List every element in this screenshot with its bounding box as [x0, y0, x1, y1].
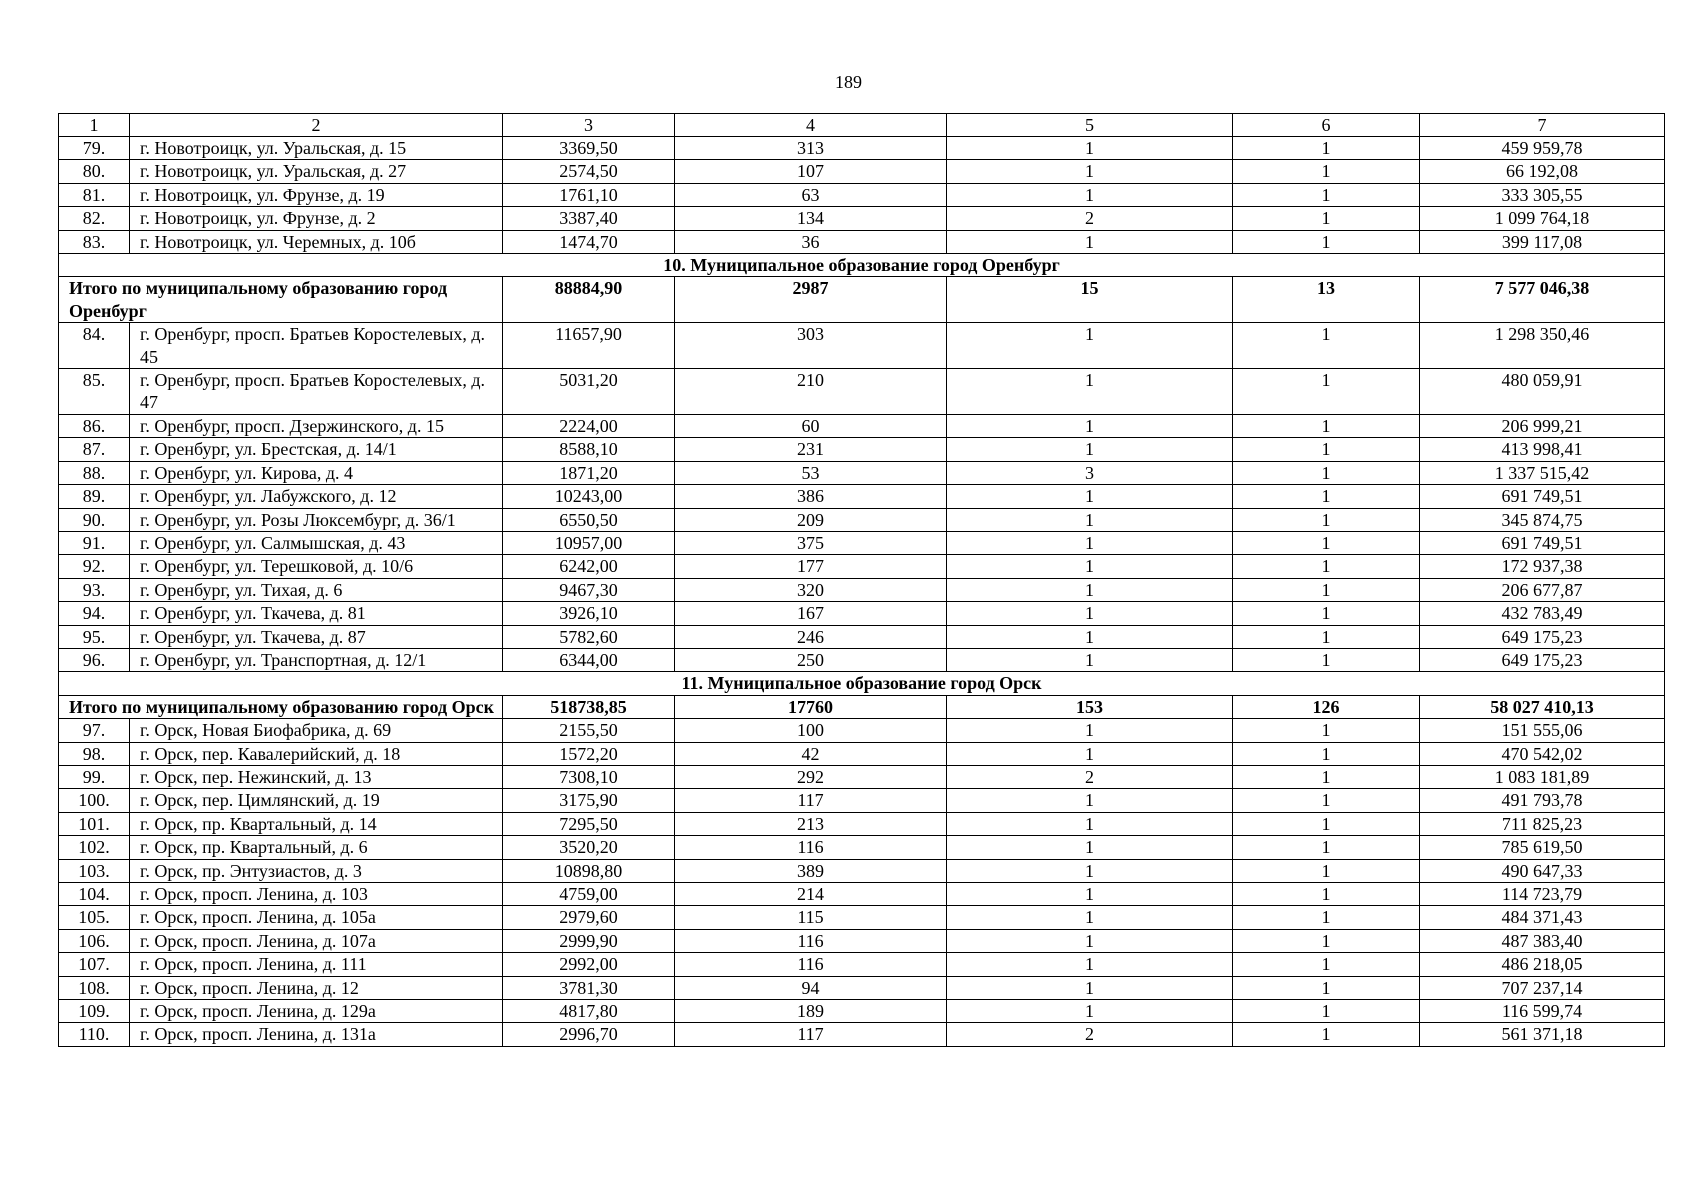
area-cell: 2999,90: [503, 929, 675, 952]
column-5-cell: 1: [947, 719, 1233, 742]
table-row: [59, 183, 1665, 206]
residents-cell: 100: [675, 719, 947, 742]
column-5-cell: 1: [947, 555, 1233, 578]
column-number: 1: [59, 114, 130, 137]
address-cell: г. Новотроицк, ул. Фрунзе, д. 19: [130, 183, 503, 206]
total-area: 518738,85: [503, 695, 675, 718]
column-6-cell: 1: [1233, 859, 1420, 882]
area-cell: 3369,50: [503, 137, 675, 160]
column-6-cell: 1: [1233, 602, 1420, 625]
total-label: Итого по муниципальному образованию город Оренбург: [59, 277, 503, 323]
table-row: [59, 906, 1665, 929]
column-5-cell: 1: [947, 812, 1233, 835]
table-row: [59, 137, 1665, 160]
column-5-cell: 1: [947, 160, 1233, 183]
residents-cell: 116: [675, 929, 947, 952]
column-number: 2: [130, 114, 503, 137]
column-6-cell: 1: [1233, 555, 1420, 578]
area-cell: 2155,50: [503, 719, 675, 742]
amount-cell: 151 555,06: [1420, 719, 1665, 742]
amount-cell: 711 825,23: [1420, 812, 1665, 835]
column-6-cell: 1: [1233, 438, 1420, 461]
total-column-5: 153: [947, 695, 1233, 718]
amount-cell: 480 059,91: [1420, 369, 1665, 415]
amount-cell: 649 175,23: [1420, 648, 1665, 671]
column-5-cell: 1: [947, 230, 1233, 253]
column-5-cell: 1: [947, 953, 1233, 976]
residents-cell: 94: [675, 976, 947, 999]
area-cell: 6344,00: [503, 648, 675, 671]
table-row: [59, 883, 1665, 906]
column-5-cell: 1: [947, 789, 1233, 812]
column-5-cell: 1: [947, 625, 1233, 648]
residents-cell: 303: [675, 323, 947, 369]
address-cell: г. Орск, Новая Биофабрика, д. 69: [130, 719, 503, 742]
amount-cell: 1 298 350,46: [1420, 323, 1665, 369]
column-6-cell: 1: [1233, 485, 1420, 508]
table-row: [59, 742, 1665, 765]
area-cell: 7295,50: [503, 812, 675, 835]
column-5-cell: 1: [947, 369, 1233, 415]
row-number: 95.: [59, 625, 130, 648]
column-5-cell: 2: [947, 207, 1233, 230]
row-number: 110.: [59, 1023, 130, 1046]
residents-cell: 60: [675, 414, 947, 437]
total-amount: 58 027 410,13: [1420, 695, 1665, 718]
table-row: [59, 1000, 1665, 1023]
area-cell: 2574,50: [503, 160, 675, 183]
table-row: [59, 789, 1665, 812]
table-row: [59, 323, 1665, 369]
column-5-cell: 2: [947, 1023, 1233, 1046]
address-cell: г. Орск, пр. Энтузиастов, д. 3: [130, 859, 503, 882]
row-number: 92.: [59, 555, 130, 578]
section-heading-row: [59, 672, 1665, 695]
table-row: [59, 953, 1665, 976]
column-6-cell: 1: [1233, 230, 1420, 253]
column-6-cell: 1: [1233, 137, 1420, 160]
area-cell: 6242,00: [503, 555, 675, 578]
row-number: 89.: [59, 485, 130, 508]
row-number: 87.: [59, 438, 130, 461]
residents-cell: 36: [675, 230, 947, 253]
column-5-cell: 1: [947, 602, 1233, 625]
table-row: [59, 230, 1665, 253]
residents-cell: 53: [675, 461, 947, 484]
address-cell: г. Новотроицк, ул. Черемных, д. 10б: [130, 230, 503, 253]
column-6-cell: 1: [1233, 906, 1420, 929]
row-number: 105.: [59, 906, 130, 929]
address-cell: г. Орск, просп. Ленина, д. 129а: [130, 1000, 503, 1023]
residents-cell: 210: [675, 369, 947, 415]
amount-cell: 206 677,87: [1420, 578, 1665, 601]
amount-cell: 785 619,50: [1420, 836, 1665, 859]
amount-cell: 333 305,55: [1420, 183, 1665, 206]
total-area: 88884,90: [503, 277, 675, 323]
table-row: [59, 160, 1665, 183]
residents-cell: 116: [675, 953, 947, 976]
total-column-6: 13: [1233, 277, 1420, 323]
row-number: 102.: [59, 836, 130, 859]
area-cell: 1871,20: [503, 461, 675, 484]
amount-cell: 1 083 181,89: [1420, 765, 1665, 788]
residents-cell: 214: [675, 883, 947, 906]
residents-cell: 117: [675, 789, 947, 812]
table-row: [59, 929, 1665, 952]
column-5-cell: 1: [947, 323, 1233, 369]
area-cell: 1572,20: [503, 742, 675, 765]
column-6-cell: 1: [1233, 883, 1420, 906]
address-cell: г. Оренбург, ул. Кирова, д. 4: [130, 461, 503, 484]
column-5-cell: 1: [947, 859, 1233, 882]
address-cell: г. Орск, просп. Ленина, д. 131а: [130, 1023, 503, 1046]
residents-cell: 231: [675, 438, 947, 461]
table-row: [59, 438, 1665, 461]
area-cell: 3781,30: [503, 976, 675, 999]
residents-cell: 292: [675, 765, 947, 788]
area-cell: 2224,00: [503, 414, 675, 437]
section-title: 10. Муниципальное образование город Оренбург: [59, 254, 1665, 277]
column-number: 6: [1233, 114, 1420, 137]
residents-cell: 107: [675, 160, 947, 183]
amount-cell: 172 937,38: [1420, 555, 1665, 578]
area-cell: 2992,00: [503, 953, 675, 976]
amount-cell: 1 099 764,18: [1420, 207, 1665, 230]
address-cell: г. Орск, пр. Квартальный, д. 14: [130, 812, 503, 835]
area-cell: 6550,50: [503, 508, 675, 531]
table-row: [59, 485, 1665, 508]
table-row: [59, 765, 1665, 788]
residents-cell: 177: [675, 555, 947, 578]
address-cell: г. Орск, пер. Цимлянский, д. 19: [130, 789, 503, 812]
area-cell: 10243,00: [503, 485, 675, 508]
residents-cell: 246: [675, 625, 947, 648]
area-cell: 8588,10: [503, 438, 675, 461]
amount-cell: 691 749,51: [1420, 531, 1665, 554]
row-number: 107.: [59, 953, 130, 976]
row-number: 99.: [59, 765, 130, 788]
row-number: 100.: [59, 789, 130, 812]
row-number: 93.: [59, 578, 130, 601]
table-row: [59, 414, 1665, 437]
amount-cell: 691 749,51: [1420, 485, 1665, 508]
table-row: [59, 207, 1665, 230]
column-5-cell: 1: [947, 976, 1233, 999]
column-5-cell: 1: [947, 531, 1233, 554]
area-cell: 1761,10: [503, 183, 675, 206]
row-number: 108.: [59, 976, 130, 999]
amount-cell: 707 237,14: [1420, 976, 1665, 999]
column-6-cell: 1: [1233, 160, 1420, 183]
residents-cell: 42: [675, 742, 947, 765]
area-cell: 3926,10: [503, 602, 675, 625]
column-5-cell: 3: [947, 461, 1233, 484]
row-number: 79.: [59, 137, 130, 160]
row-number: 85.: [59, 369, 130, 415]
address-cell: г. Новотроицк, ул. Уральская, д. 27: [130, 160, 503, 183]
section-title: 11. Муниципальное образование город Орск: [59, 672, 1665, 695]
total-amount: 7 577 046,38: [1420, 277, 1665, 323]
amount-cell: 114 723,79: [1420, 883, 1665, 906]
area-cell: 4759,00: [503, 883, 675, 906]
row-number: 104.: [59, 883, 130, 906]
column-6-cell: 1: [1233, 812, 1420, 835]
address-cell: г. Орск, пер. Кавалерийский, д. 18: [130, 742, 503, 765]
table-row: [59, 836, 1665, 859]
row-number: 83.: [59, 230, 130, 253]
column-6-cell: 1: [1233, 531, 1420, 554]
address-cell: г. Новотроицк, ул. Фрунзе, д. 2: [130, 207, 503, 230]
area-cell: 11657,90: [503, 323, 675, 369]
register-table: [58, 113, 1665, 1047]
row-number: 97.: [59, 719, 130, 742]
column-5-cell: 1: [947, 836, 1233, 859]
column-6-cell: 1: [1233, 836, 1420, 859]
amount-cell: 484 371,43: [1420, 906, 1665, 929]
column-5-cell: 1: [947, 648, 1233, 671]
column-5-cell: 1: [947, 438, 1233, 461]
column-6-cell: 1: [1233, 976, 1420, 999]
row-number: 91.: [59, 531, 130, 554]
table-row: [59, 531, 1665, 554]
total-column-6: 126: [1233, 695, 1420, 718]
column-6-cell: 1: [1233, 578, 1420, 601]
area-cell: 2996,70: [503, 1023, 675, 1046]
column-6-cell: 1: [1233, 183, 1420, 206]
column-6-cell: 1: [1233, 929, 1420, 952]
column-6-cell: 1: [1233, 742, 1420, 765]
amount-cell: 413 998,41: [1420, 438, 1665, 461]
amount-cell: 432 783,49: [1420, 602, 1665, 625]
residents-cell: 189: [675, 1000, 947, 1023]
residents-cell: 313: [675, 137, 947, 160]
row-number: 86.: [59, 414, 130, 437]
section-total-row: [59, 695, 1665, 718]
amount-cell: 345 874,75: [1420, 508, 1665, 531]
row-number: 90.: [59, 508, 130, 531]
address-cell: г. Орск, пер. Нежинский, д. 13: [130, 765, 503, 788]
column-number: 4: [675, 114, 947, 137]
address-cell: г. Оренбург, ул. Ткачева, д. 87: [130, 625, 503, 648]
table-row: [59, 812, 1665, 835]
table-row: [59, 1023, 1665, 1046]
column-6-cell: 1: [1233, 1023, 1420, 1046]
column-5-cell: 1: [947, 742, 1233, 765]
column-5-cell: 1: [947, 578, 1233, 601]
table-row: [59, 602, 1665, 625]
column-5-cell: 2: [947, 765, 1233, 788]
residents-cell: 63: [675, 183, 947, 206]
column-5-cell: 1: [947, 414, 1233, 437]
amount-cell: 487 383,40: [1420, 929, 1665, 952]
row-number: 80.: [59, 160, 130, 183]
column-6-cell: 1: [1233, 207, 1420, 230]
address-cell: г. Орск, просп. Ленина, д. 107а: [130, 929, 503, 952]
address-cell: г. Оренбург, просп. Дзержинского, д. 15: [130, 414, 503, 437]
section-total-row: [59, 277, 1665, 323]
total-label: Итого по муниципальному образованию город Орск: [59, 695, 503, 718]
column-number: 5: [947, 114, 1233, 137]
row-number: 96.: [59, 648, 130, 671]
column-6-cell: 1: [1233, 789, 1420, 812]
column-6-cell: 1: [1233, 765, 1420, 788]
amount-cell: 459 959,78: [1420, 137, 1665, 160]
column-5-cell: 1: [947, 883, 1233, 906]
column-5-cell: 1: [947, 929, 1233, 952]
section-heading-row: [59, 254, 1665, 277]
address-cell: г. Оренбург, ул. Розы Люксембург, д. 36/1: [130, 508, 503, 531]
page-number: 189: [835, 72, 862, 92]
residents-cell: 116: [675, 836, 947, 859]
column-6-cell: 1: [1233, 323, 1420, 369]
table-row: [59, 625, 1665, 648]
residents-cell: 209: [675, 508, 947, 531]
table-row: [59, 508, 1665, 531]
table-row: [59, 578, 1665, 601]
residents-cell: 386: [675, 485, 947, 508]
column-6-cell: 1: [1233, 508, 1420, 531]
total-residents: 2987: [675, 277, 947, 323]
area-cell: 10898,80: [503, 859, 675, 882]
amount-cell: 206 999,21: [1420, 414, 1665, 437]
area-cell: 3520,20: [503, 836, 675, 859]
column-6-cell: 1: [1233, 1000, 1420, 1023]
amount-cell: 490 647,33: [1420, 859, 1665, 882]
column-5-cell: 1: [947, 508, 1233, 531]
address-cell: г. Оренбург, просп. Братьев Коростелевых, д. 47: [130, 369, 503, 415]
area-cell: 1474,70: [503, 230, 675, 253]
address-cell: г. Орск, просп. Ленина, д. 12: [130, 976, 503, 999]
column-number: 7: [1420, 114, 1665, 137]
column-6-cell: 1: [1233, 461, 1420, 484]
address-cell: г. Орск, просп. Ленина, д. 103: [130, 883, 503, 906]
column-6-cell: 1: [1233, 369, 1420, 415]
column-6-cell: 1: [1233, 625, 1420, 648]
row-number: 82.: [59, 207, 130, 230]
amount-cell: 66 192,08: [1420, 160, 1665, 183]
address-cell: г. Оренбург, ул. Брестская, д. 14/1: [130, 438, 503, 461]
residents-cell: 213: [675, 812, 947, 835]
table-row: [59, 555, 1665, 578]
column-6-cell: 1: [1233, 414, 1420, 437]
address-cell: г. Орск, просп. Ленина, д. 111: [130, 953, 503, 976]
address-cell: г. Оренбург, ул. Тихая, д. 6: [130, 578, 503, 601]
row-number: 94.: [59, 602, 130, 625]
area-cell: 2979,60: [503, 906, 675, 929]
address-cell: г. Оренбург, ул. Лабужского, д. 12: [130, 485, 503, 508]
amount-cell: 470 542,02: [1420, 742, 1665, 765]
row-number: 101.: [59, 812, 130, 835]
table-row: [59, 719, 1665, 742]
column-6-cell: 1: [1233, 648, 1420, 671]
table-row: [59, 369, 1665, 415]
area-cell: 7308,10: [503, 765, 675, 788]
table-row: [59, 648, 1665, 671]
amount-cell: 486 218,05: [1420, 953, 1665, 976]
address-cell: г. Оренбург, ул. Транспортная, д. 12/1: [130, 648, 503, 671]
residents-cell: 389: [675, 859, 947, 882]
table-row: [59, 859, 1665, 882]
residents-cell: 115: [675, 906, 947, 929]
area-cell: 3387,40: [503, 207, 675, 230]
row-number: 109.: [59, 1000, 130, 1023]
address-cell: г. Оренбург, ул. Ткачева, д. 81: [130, 602, 503, 625]
row-number: 103.: [59, 859, 130, 882]
column-number: 3: [503, 114, 675, 137]
table-row: [59, 461, 1665, 484]
column-6-cell: 1: [1233, 719, 1420, 742]
address-cell: г. Оренбург, ул. Салмышская, д. 43: [130, 531, 503, 554]
address-cell: г. Орск, просп. Ленина, д. 105а: [130, 906, 503, 929]
row-number: 106.: [59, 929, 130, 952]
amount-cell: 491 793,78: [1420, 789, 1665, 812]
address-cell: г. Оренбург, просп. Братьев Коростелевых, д. 45: [130, 323, 503, 369]
row-number: 88.: [59, 461, 130, 484]
area-cell: 5782,60: [503, 625, 675, 648]
amount-cell: 1 337 515,42: [1420, 461, 1665, 484]
total-residents: 17760: [675, 695, 947, 718]
area-cell: 9467,30: [503, 578, 675, 601]
area-cell: 4817,80: [503, 1000, 675, 1023]
column-6-cell: 1: [1233, 953, 1420, 976]
row-number: 81.: [59, 183, 130, 206]
residents-cell: 134: [675, 207, 947, 230]
address-cell: г. Оренбург, ул. Терешковой, д. 10/6: [130, 555, 503, 578]
column-5-cell: 1: [947, 1000, 1233, 1023]
residents-cell: 117: [675, 1023, 947, 1046]
row-number: 98.: [59, 742, 130, 765]
column-5-cell: 1: [947, 137, 1233, 160]
column-5-cell: 1: [947, 183, 1233, 206]
residents-cell: 375: [675, 531, 947, 554]
table-row: [59, 976, 1665, 999]
amount-cell: 399 117,08: [1420, 230, 1665, 253]
row-number: 84.: [59, 323, 130, 369]
amount-cell: 116 599,74: [1420, 1000, 1665, 1023]
column-number-row: [59, 114, 1665, 137]
amount-cell: 649 175,23: [1420, 625, 1665, 648]
address-cell: г. Орск, пр. Квартальный, д. 6: [130, 836, 503, 859]
total-column-5: 15: [947, 277, 1233, 323]
column-5-cell: 1: [947, 485, 1233, 508]
residents-cell: 250: [675, 648, 947, 671]
area-cell: 10957,00: [503, 531, 675, 554]
address-cell: г. Новотроицк, ул. Уральская, д. 15: [130, 137, 503, 160]
residents-cell: 167: [675, 602, 947, 625]
residents-cell: 320: [675, 578, 947, 601]
area-cell: 3175,90: [503, 789, 675, 812]
amount-cell: 561 371,18: [1420, 1023, 1665, 1046]
column-5-cell: 1: [947, 906, 1233, 929]
area-cell: 5031,20: [503, 369, 675, 415]
